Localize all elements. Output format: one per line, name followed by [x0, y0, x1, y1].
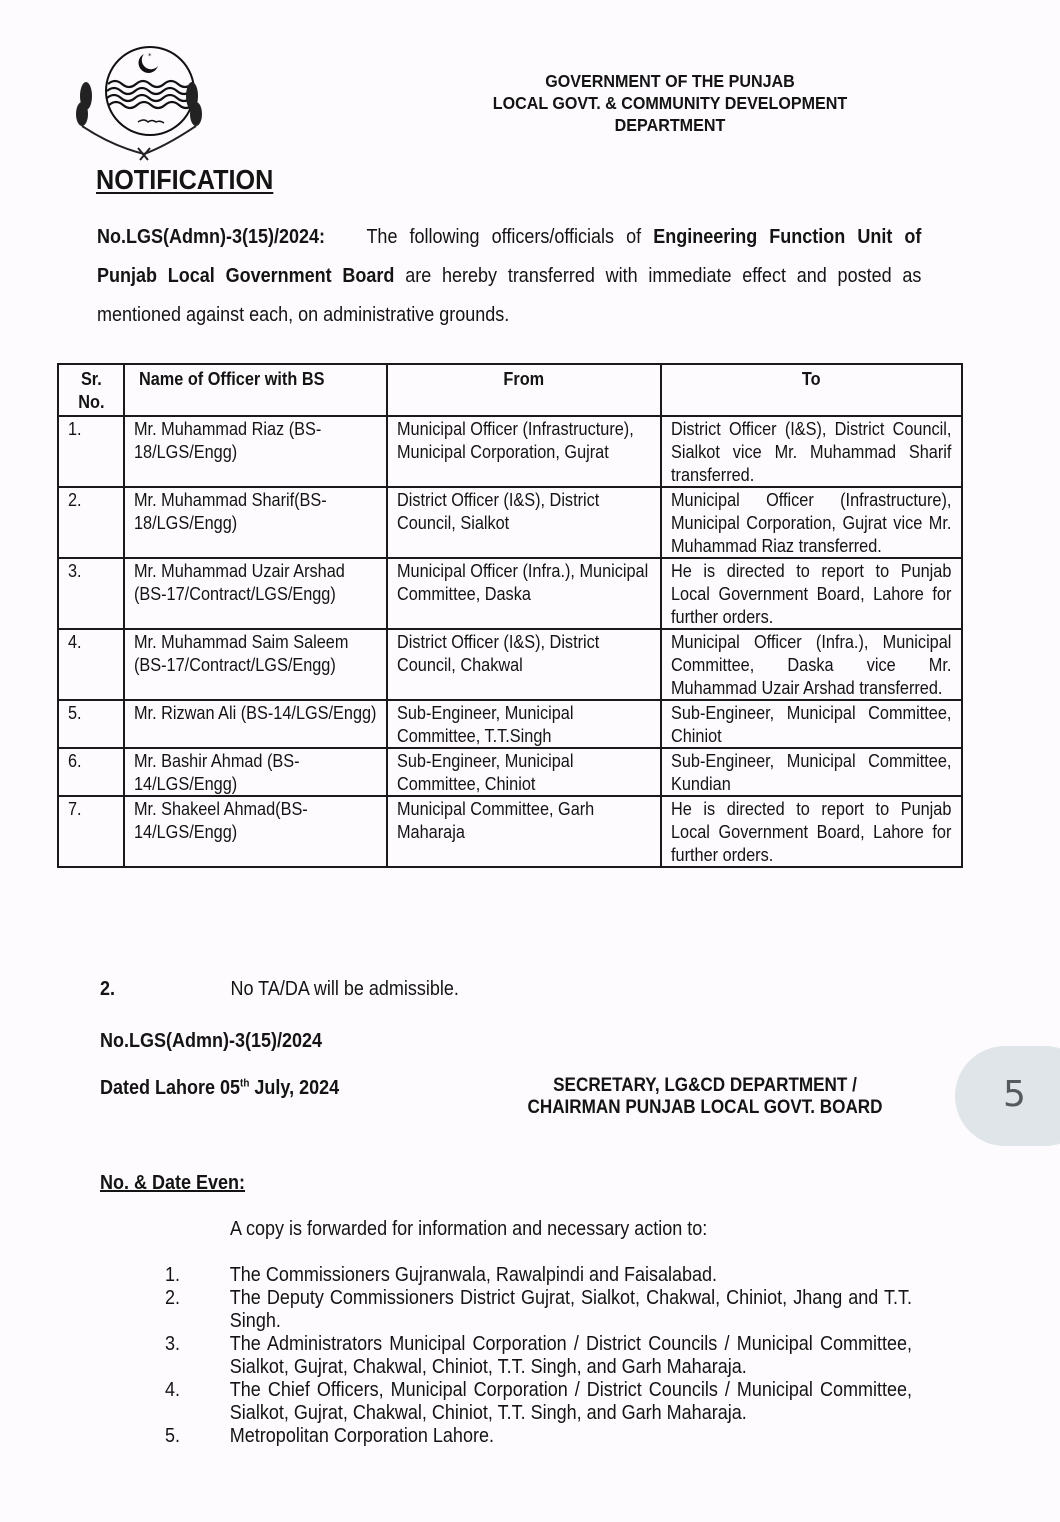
punjab-government-emblem-icon	[68, 36, 208, 166]
page-number: 5	[1003, 1074, 1026, 1115]
header-officer-name: Name of Officer with BS	[124, 364, 387, 416]
cell-from: Sub-Engineer, Municipal Committee, T.T.Singh	[387, 700, 661, 748]
table-row	[58, 416, 962, 487]
table-row	[58, 558, 962, 629]
list-item	[165, 1264, 912, 1287]
list-item-text: The Administrators Municipal Corporation / District Councils / Municipal Committee, Sialkot, Gujrat, Chakwal, Chiniot, T.T. Singh, and Garh Maharaja.	[229, 1333, 912, 1378]
transfers-table	[57, 363, 963, 868]
cell-from: District Officer (I&S), District Council, Chakwal	[387, 629, 661, 700]
header-line-3: DEPARTMENT	[614, 115, 726, 135]
table-row	[58, 629, 962, 700]
table-row	[58, 487, 962, 558]
header-line-1: GOVERNMENT OF THE PUNJAB	[545, 71, 795, 91]
cell-to: He is directed to report to Punjab Local Government Board, Lahore for further orders.	[661, 796, 962, 867]
cell-officer-name: Mr. Muhammad Uzair Arshad (BS-17/Contract/LGS/Engg)	[124, 558, 387, 629]
intro-text-a: The following officers/officials of	[366, 226, 654, 248]
table-row	[58, 700, 962, 748]
header-from: From	[387, 364, 661, 416]
signatory-block	[503, 1075, 908, 1119]
cell-sr-no: 4.	[58, 629, 124, 700]
header-sr-no: Sr. No.	[58, 364, 124, 416]
cell-officer-name: Mr. Bashir Ahmad (BS-14/LGS/Engg)	[124, 748, 387, 796]
table-header-row	[58, 364, 962, 416]
page-number-badge	[955, 1046, 1060, 1146]
list-item-text: The Commissioners Gujranwala, Rawalpindi and Faisalabad.	[229, 1264, 718, 1286]
cell-to: Sub-Engineer, Municipal Committee, Kundian	[661, 748, 962, 796]
signatory-line-1: SECRETARY, LG&CD DEPARTMENT /	[553, 1075, 857, 1096]
list-item-number: 5.	[165, 1425, 181, 1447]
cell-sr-no: 5.	[58, 700, 124, 748]
cell-from: Municipal Officer (Infra.), Municipal Committee, Daska	[387, 558, 661, 629]
list-item-text: Metropolitan Corporation Lahore.	[229, 1425, 494, 1447]
notification-title: NOTIFICATION	[96, 164, 274, 195]
cell-to: Municipal Officer (Infrastructure), Municipal Corporation, Gujrat vice Mr. Muhammad Riaz transferred.	[661, 487, 962, 558]
cell-sr-no: 3.	[58, 558, 124, 629]
para-2	[100, 978, 459, 1001]
list-item-text: The Chief Officers, Municipal Corporation / District Councils / Municipal Committee, Sialkot, Gujrat, Chakwal, Chiniot, T.T. Singh, and Garh Maharaja.	[229, 1379, 912, 1424]
list-item	[165, 1425, 912, 1448]
para-number: 2.	[100, 978, 116, 1000]
list-item	[165, 1287, 912, 1333]
table-row	[58, 748, 962, 796]
cell-from: Sub-Engineer, Municipal Committee, Chiniot	[387, 748, 661, 796]
cell-officer-name: Mr. Muhammad Riaz (BS-18/LGS/Engg)	[124, 416, 387, 487]
list-item	[165, 1333, 912, 1379]
list-item	[165, 1379, 912, 1425]
cell-to: Municipal Officer (Infra.), Municipal Committee, Daska vice Mr. Muhammad Uzair Arshad transferred.	[661, 629, 962, 700]
dated-line: Dated Lahore 05th July, 2024	[100, 1077, 340, 1099]
cell-officer-name: Mr. Muhammad Saim Saleem (BS-17/Contract/LGS/Engg)	[124, 629, 387, 700]
cell-from: Municipal Committee, Garh Maharaja	[387, 796, 661, 867]
intro-paragraph	[97, 218, 921, 335]
copy-heading: No. & Date Even:	[100, 1172, 246, 1194]
header-line-2: LOCAL GOVT. & COMMUNITY DEVELOPMENT	[492, 93, 848, 113]
cell-from: District Officer (I&S), District Council, Sialkot	[387, 487, 661, 558]
intro-bold-unit: Engineering Function Unit of Punjab Local Government Board	[97, 226, 922, 287]
cell-sr-no: 7.	[58, 796, 124, 867]
cell-sr-no: 6.	[58, 748, 124, 796]
table-row	[58, 796, 962, 867]
list-item-number: 1.	[165, 1264, 181, 1286]
list-item-number: 3.	[165, 1333, 181, 1355]
cell-officer-name: Mr. Shakeel Ahmad(BS-14/LGS/Engg)	[124, 796, 387, 867]
cell-sr-no: 2.	[58, 487, 124, 558]
copy-intro: A copy is forwarded for information and necessary action to:	[230, 1218, 708, 1240]
header-to: To	[661, 364, 962, 416]
list-item-number: 4.	[165, 1379, 181, 1401]
cell-officer-name: Mr. Muhammad Sharif(BS-18/LGS/Engg)	[124, 487, 387, 558]
cell-to: District Officer (I&S), District Council, Sialkot vice Mr. Muhammad Sharif transferred.	[661, 416, 962, 487]
svg-text:*: *	[148, 52, 152, 60]
cell-from: Municipal Officer (Infrastructure), Municipal Corporation, Gujrat	[387, 416, 661, 487]
para-text: No TA/DA will be admissible.	[230, 978, 459, 1000]
intro-text-b: are hereby transferred with immediate effect and posted as mentioned against each, on administrative grounds.	[97, 265, 922, 326]
cell-sr-no: 1.	[58, 416, 124, 487]
department-header	[440, 70, 900, 136]
footer-reference-number: No.LGS(Admn)-3(15)/2024	[100, 1030, 323, 1052]
reference-number: No.LGS(Admn)-3(15)/2024:	[97, 226, 326, 248]
signatory-line-2: CHAIRMAN PUNJAB LOCAL GOVT. BOARD	[527, 1097, 883, 1118]
list-item-number: 2.	[165, 1287, 181, 1309]
cell-to: Sub-Engineer, Municipal Committee, Chiniot	[661, 700, 962, 748]
cell-officer-name: Mr. Rizwan Ali (BS-14/LGS/Engg)	[124, 700, 387, 748]
copy-distribution-list	[165, 1264, 912, 1448]
cell-to: He is directed to report to Punjab Local Government Board, Lahore for further orders.	[661, 558, 962, 629]
list-item-text: The Deputy Commissioners District Gujrat, Sialkot, Chakwal, Chiniot, Jhang and T.T. Singh.	[229, 1287, 912, 1332]
